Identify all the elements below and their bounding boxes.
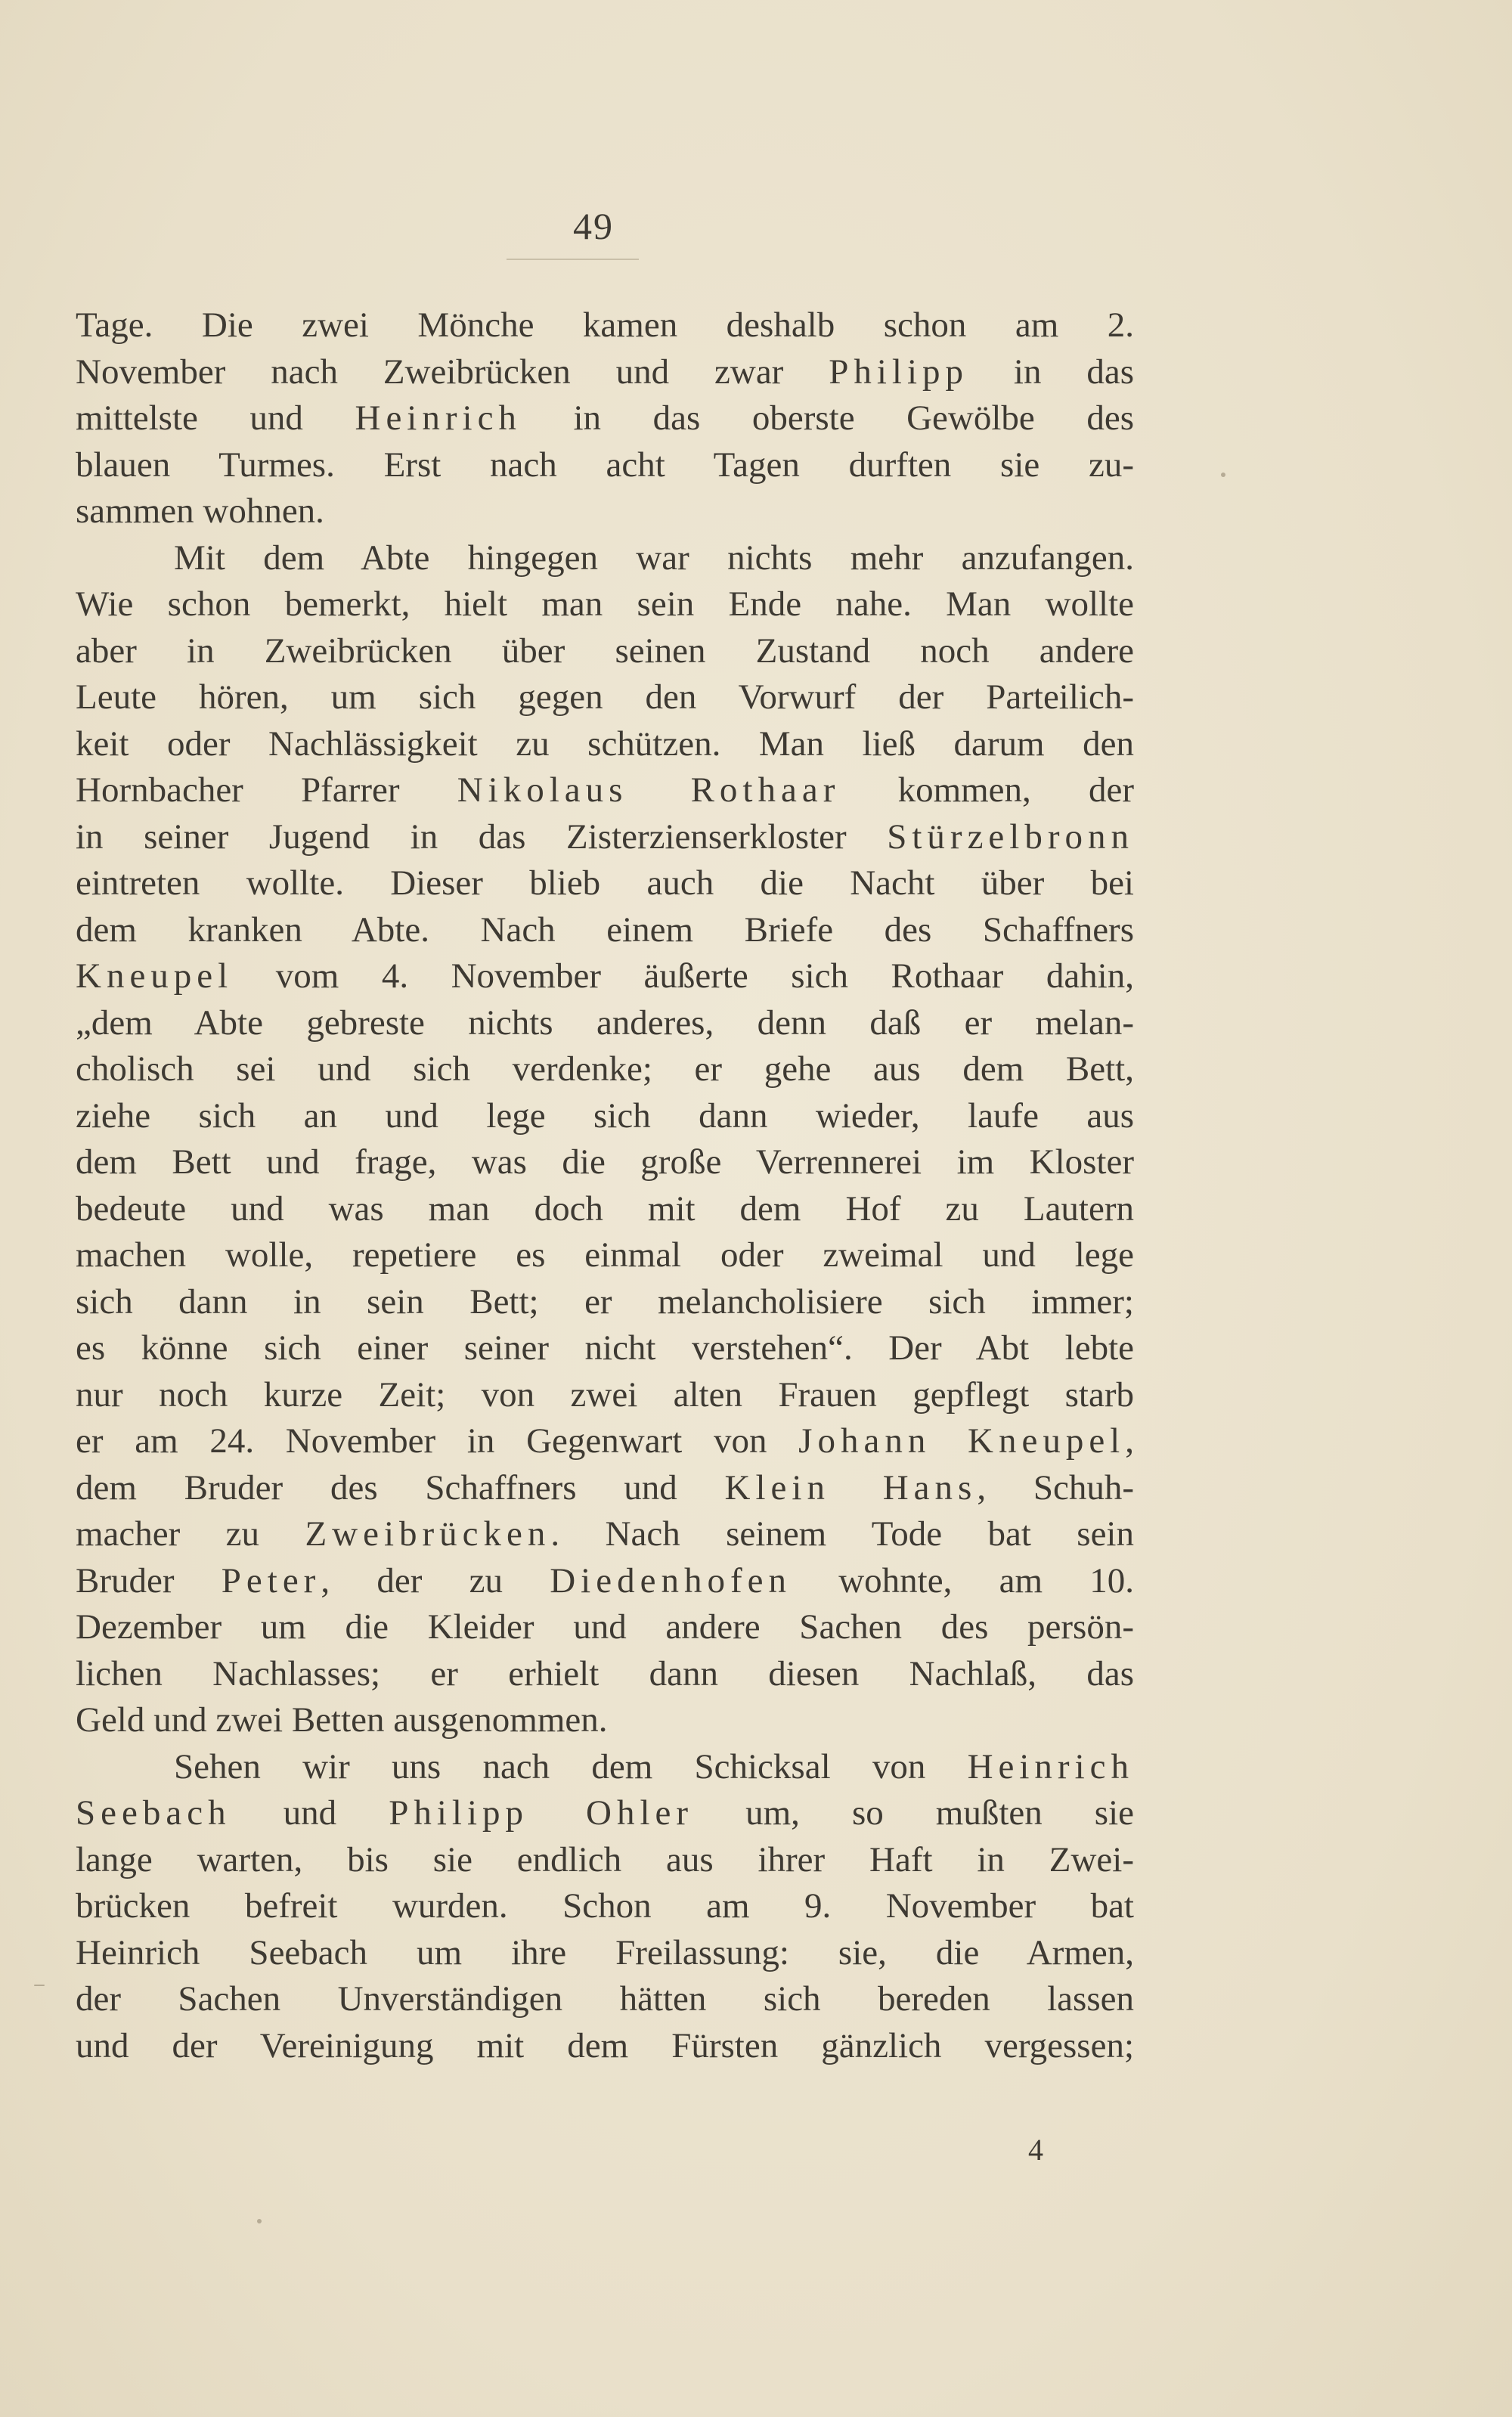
text-line xyxy=(76,721,1134,768)
spaced-name: Heinrich xyxy=(967,1746,1134,1786)
spaced-name: Diedenhofen xyxy=(550,1560,792,1600)
spaced-name: Klein Hans xyxy=(724,1467,978,1508)
spaced-name: Philipp xyxy=(829,352,969,392)
spaced-name: Heinrich xyxy=(355,398,522,438)
text-line xyxy=(76,1511,1134,1558)
text-line xyxy=(76,442,1134,489)
spaced-name: Peter xyxy=(221,1560,321,1600)
text-line xyxy=(76,814,1134,861)
text-segment: sammen wohnen. xyxy=(76,491,324,531)
text-segment: , der zu xyxy=(321,1560,550,1600)
text-segment: kommen, der xyxy=(840,770,1134,810)
text-line xyxy=(76,860,1134,907)
text-segment: der Sachen Unverständigen hätten sich bereden lassen xyxy=(76,1979,1134,2019)
text-segment: dem Bruder des Schaffners und xyxy=(76,1467,725,1508)
body-text xyxy=(76,302,1134,2069)
text-segment: in das oberste Gewölbe des xyxy=(521,398,1134,438)
text-segment: . Nach seinem Tode bat sein xyxy=(550,1514,1134,1554)
spaced-name: Stürzelbronn xyxy=(887,817,1134,857)
text-segment: dem Bett und frage, was die große Verrennerei im Kloster xyxy=(76,1142,1134,1182)
text-line xyxy=(76,1418,1134,1465)
text-line xyxy=(76,1186,1134,1233)
text-segment: in seiner Jugend in das Zisterzienserkloster xyxy=(76,817,888,857)
text-segment: und xyxy=(231,1793,389,1833)
text-segment: lange warten, bis sie endlich aus ihrer Haft in Zwei- xyxy=(76,1839,1134,1879)
text-line xyxy=(76,1000,1134,1047)
spaced-name: Nikolaus Rothaar xyxy=(457,770,841,810)
spaced-name: Zweibrücken xyxy=(305,1514,551,1554)
text-line xyxy=(76,2023,1134,2070)
text-segment: er am 24. November in Gegenwart von xyxy=(76,1421,799,1461)
text-line xyxy=(76,674,1134,721)
text-segment: blauen Turmes. Erst nach acht Tagen durften sie zu- xyxy=(76,445,1134,485)
text-line xyxy=(76,1139,1134,1186)
text-segment: Geld und zwei Betten ausgenommen. xyxy=(76,1700,608,1740)
text-line xyxy=(76,1604,1134,1651)
text-segment: , xyxy=(1125,1421,1134,1461)
text-line xyxy=(76,1372,1134,1419)
text-segment: , Schuh- xyxy=(977,1467,1134,1508)
text-line xyxy=(76,581,1134,628)
text-segment: Dezember um die Kleider und andere Sachen des persön- xyxy=(76,1607,1134,1647)
text-line xyxy=(76,395,1134,442)
text-line xyxy=(76,1837,1134,1884)
text-segment: brücken befreit wurden. Schon am 9. November bat xyxy=(76,1886,1134,1926)
text-segment: vom 4. November äußerte sich Rothaar dahin, xyxy=(233,956,1134,996)
text-line xyxy=(76,1465,1134,1512)
text-segment: aber in Zweibrücken über seinen Zustand noch andere xyxy=(76,631,1134,671)
text-line xyxy=(76,907,1134,954)
paper-speck xyxy=(34,1985,45,1986)
text-segment: Wie schon bemerkt, hielt man sein Ende nahe. Man wollte xyxy=(76,584,1134,624)
text-segment: Hornbacher Pfarrer xyxy=(76,770,457,810)
spaced-name: Seebach xyxy=(76,1793,231,1833)
text-segment: wohnte, am 10. xyxy=(791,1560,1135,1600)
paper-speck xyxy=(1221,473,1225,477)
spaced-name: Kneupel xyxy=(76,956,234,996)
text-segment: und der Vereinigung mit dem Fürsten gänzlich vergessen; xyxy=(76,2025,1134,2065)
text-line xyxy=(76,1697,1134,1744)
text-line xyxy=(76,1790,1134,1837)
text-segment: Leute hören, um sich gegen den Vorwurf der Parteilich- xyxy=(76,677,1134,717)
text-line xyxy=(76,488,1134,535)
text-line xyxy=(76,1232,1134,1279)
text-segment: machen wolle, repetiere es einmal oder zweimal und lege xyxy=(76,1235,1134,1275)
text-segment: nur noch kurze Zeit; von zwei alten Frauen gepflegt starb xyxy=(76,1374,1134,1415)
text-segment: Sehen wir uns nach dem Schicksal von xyxy=(174,1746,968,1786)
text-line xyxy=(76,535,1134,582)
text-segment: keit oder Nachlässigkeit zu schützen. Man ließ darum den xyxy=(76,724,1134,764)
text-segment: es könne sich einer seiner nicht verstehen“. Der Abt lebte xyxy=(76,1328,1134,1368)
text-segment: sich dann in sein Bett; er melancholisiere sich immer; xyxy=(76,1281,1134,1322)
text-line xyxy=(76,1046,1134,1093)
text-segment: dem kranken Abte. Nach einem Briefe des Schaffners xyxy=(76,909,1134,950)
text-line xyxy=(76,628,1134,675)
text-segment: bedeute und was man doch mit dem Hof zu Lautern xyxy=(76,1188,1134,1229)
text-segment: mittelste und xyxy=(76,398,355,438)
text-segment: Mit dem Abte hingegen war nichts mehr anzufangen. xyxy=(174,538,1134,578)
text-line xyxy=(76,1651,1134,1698)
text-line xyxy=(76,1279,1134,1326)
text-line xyxy=(76,1558,1134,1605)
text-segment: um, so mußten sie xyxy=(693,1793,1135,1833)
text-segment: lichen Nachlasses; er erhielt dann diesen Nachlaß, das xyxy=(76,1653,1134,1693)
paper-speck xyxy=(257,2219,262,2223)
text-segment: eintreten wollte. Dieser blieb auch die Nacht über bei xyxy=(76,863,1134,903)
text-segment: Tage. Die zwei Mönche kamen deshalb schon am 2. xyxy=(76,305,1134,345)
text-segment: ziehe sich an und lege sich dann wieder, laufe aus xyxy=(76,1095,1134,1136)
header-rule xyxy=(507,259,639,260)
text-segment: cholisch sei und sich verdenke; er gehe aus dem Bett, xyxy=(76,1049,1134,1089)
text-segment: in das xyxy=(968,352,1134,392)
text-line xyxy=(76,1883,1134,1930)
text-segment: „dem Abte gebreste nichts anderes, denn daß er melan- xyxy=(76,1002,1134,1043)
text-segment: Heinrich Seebach um ihre Freilassung: sie, die Armen, xyxy=(76,1932,1134,1972)
signature-mark: 4 xyxy=(1028,2133,1043,2167)
text-line xyxy=(76,349,1134,396)
text-line xyxy=(76,1744,1134,1791)
text-segment: macher zu xyxy=(76,1514,305,1554)
text-segment: November nach Zweibrücken und zwar xyxy=(76,352,829,392)
text-line xyxy=(76,1930,1134,1977)
text-line xyxy=(76,767,1134,814)
text-segment: Bruder xyxy=(76,1560,222,1600)
text-line xyxy=(76,1976,1134,2023)
text-line xyxy=(76,1325,1134,1372)
text-line xyxy=(76,302,1134,349)
spaced-name: Philipp Ohler xyxy=(389,1793,694,1833)
text-line xyxy=(76,1093,1134,1140)
page-number: 49 xyxy=(573,205,614,247)
spaced-name: Johann Kneupel xyxy=(798,1421,1126,1461)
text-line xyxy=(76,953,1134,1000)
